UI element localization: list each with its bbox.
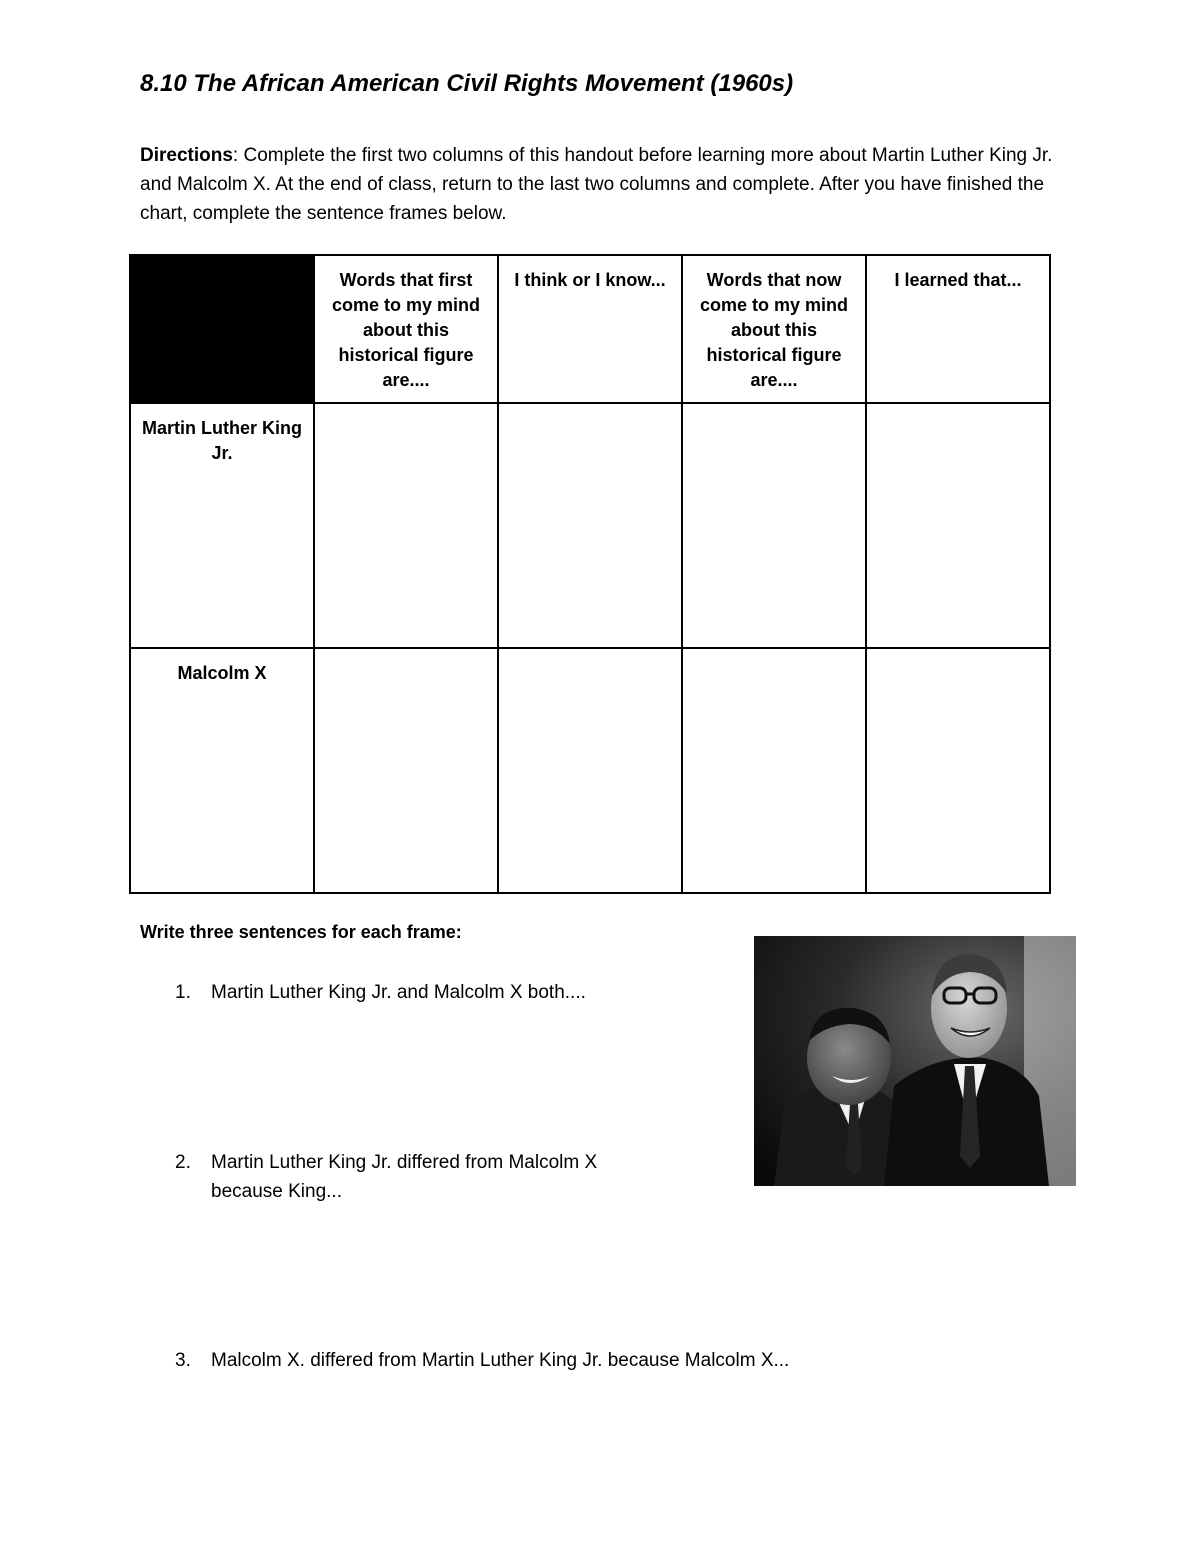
kwl-chart [129,254,1051,894]
frame-text [211,978,586,1007]
directions [140,141,1070,228]
frame-line: because King... [211,1181,342,1202]
frame-text [211,1148,597,1206]
chart-row-label-mlk: Martin Luther King Jr. [130,403,314,648]
frame-item [175,1346,789,1375]
chart-row-mlk [130,403,1050,648]
directions-text: : Complete the first two columns of this handout before learning more about Martin Luther King Jr. and Malcolm X. At the end of class, return to the last two columns and complete. After you have finished the chart, complete the sentence frames below. [140,145,1053,224]
photo-illustration [754,936,1076,1186]
frame-line: Malcolm X. differed from Martin Luther King Jr. because Malcolm X... [211,1350,790,1371]
frame-line: Martin Luther King Jr. differed from Malcolm X [211,1152,598,1173]
frame-item [175,1148,597,1206]
chart-header-learned: I learned that... [866,255,1050,403]
frame-number: 3. [175,1350,191,1371]
chart-cell-malcolm-learned[interactable] [866,648,1050,893]
frame-text [211,1346,789,1375]
frame-line: Martin Luther King Jr. and Malcolm X both.... [211,982,586,1003]
frame-number: 2. [175,1152,191,1173]
chart-cell-malcolm-now-words[interactable] [682,648,866,893]
chart-cell-mlk-learned[interactable] [866,403,1050,648]
chart-header-think-know: I think or I know... [498,255,682,403]
chart-cell-mlk-first-words[interactable] [314,403,498,648]
chart-header-now-words: Words that now come to my mind about this historical figure are.... [682,255,866,403]
historical-photo [754,936,1076,1186]
page-title: 8.10 The African American Civil Rights Movement (1960s) [140,70,794,97]
chart-cell-malcolm-first-words[interactable] [314,648,498,893]
frame-number: 1. [175,982,191,1003]
chart-row-malcolm [130,648,1050,893]
chart-header-row [130,255,1050,403]
chart-cell-malcolm-think-know[interactable] [498,648,682,893]
frame-item [175,978,586,1007]
chart-row-label-malcolm: Malcolm X [130,648,314,893]
chart-corner-cell [130,255,314,403]
chart-cell-mlk-now-words[interactable] [682,403,866,648]
frames-heading: Write three sentences for each frame: [140,922,462,942]
directions-label: Directions [140,145,233,166]
chart-cell-mlk-think-know[interactable] [498,403,682,648]
chart-header-first-words: Words that first come to my mind about this historical figure are.... [314,255,498,403]
